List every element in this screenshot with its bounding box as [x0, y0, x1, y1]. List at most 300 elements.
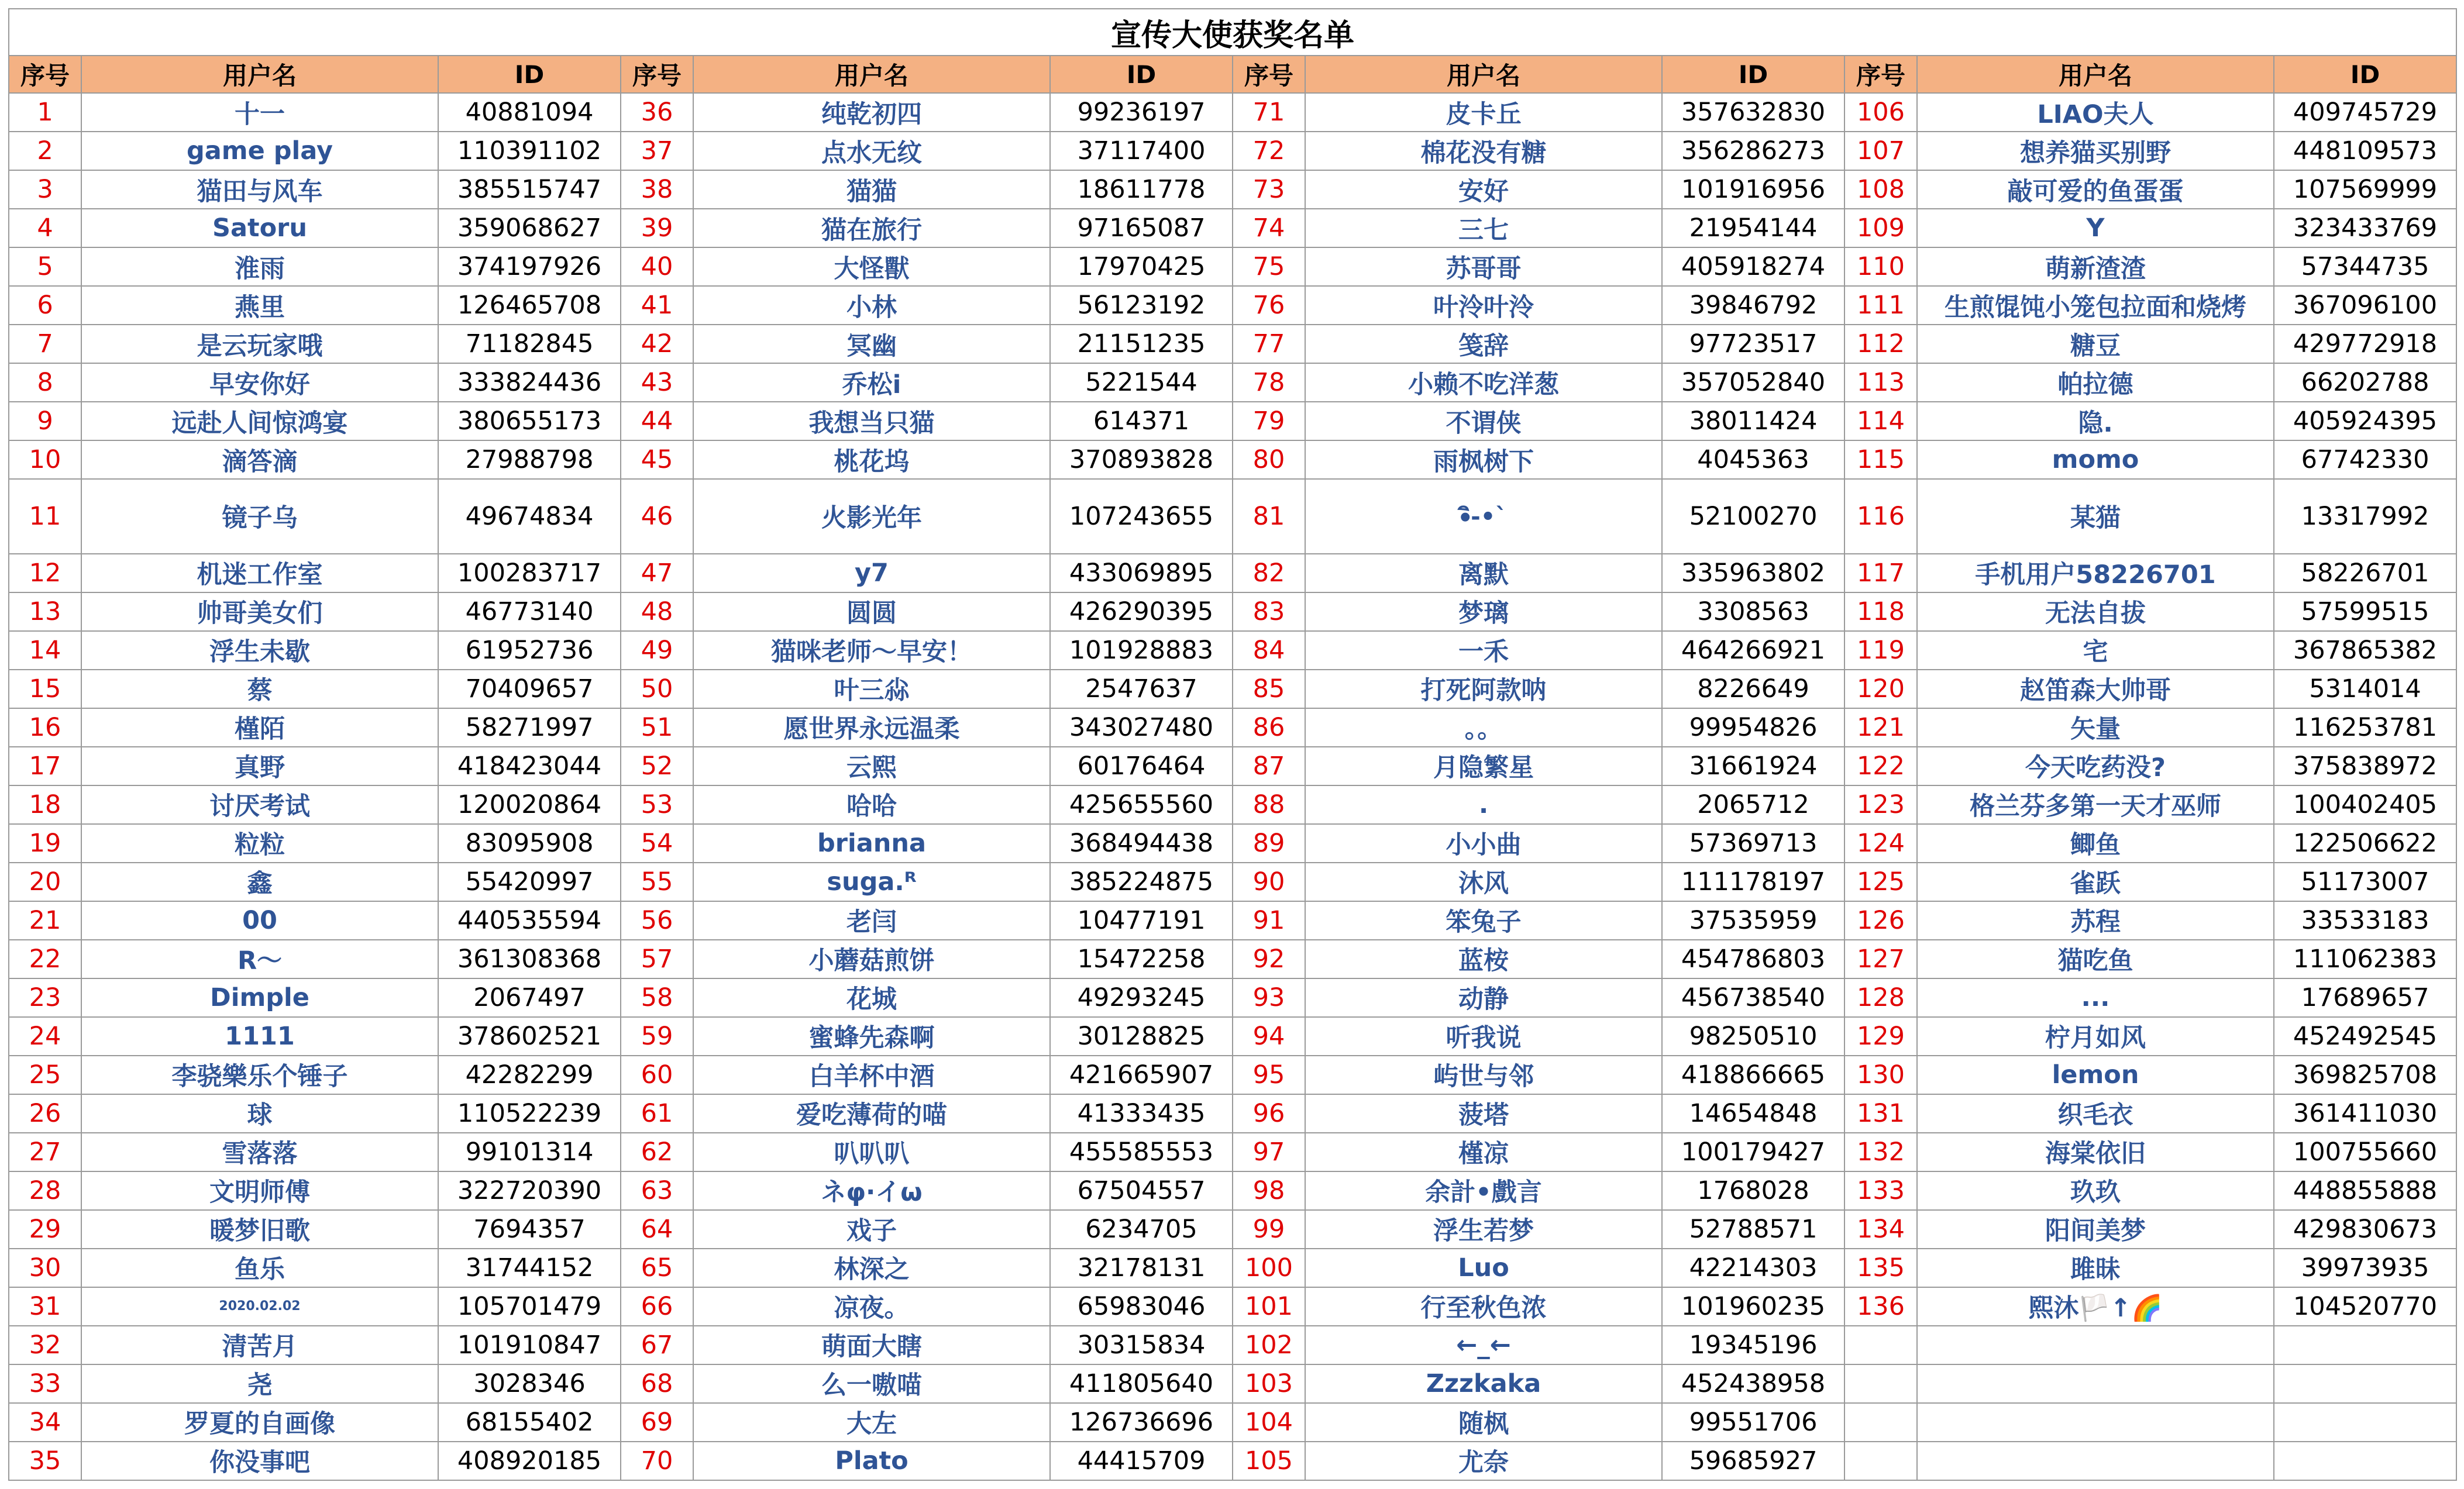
cell-seq: 104 — [1233, 1403, 1305, 1442]
cell-id: 6234705 — [1050, 1210, 1233, 1249]
table-row — [9, 901, 2456, 940]
cell-id: 39973935 — [2274, 1249, 2456, 1287]
cell-username: 矢量 — [1917, 708, 2274, 747]
cell-username: 粒粒 — [81, 824, 438, 863]
cell-username: 萌面大瞎 — [693, 1326, 1050, 1364]
cell-id: 375838972 — [2274, 747, 2456, 785]
table-row — [9, 170, 2456, 209]
cell-id: 99236197 — [1050, 93, 1233, 132]
cell-username: 槿陌 — [81, 708, 438, 747]
table-row — [9, 209, 2456, 247]
cell-username: 柠月如风 — [1917, 1017, 2274, 1056]
table-row — [9, 247, 2456, 286]
winners-table — [8, 8, 2457, 1481]
cell-id: 99551706 — [1662, 1403, 1844, 1442]
cell-seq: 1 — [9, 93, 81, 132]
cell-id: 101910847 — [438, 1326, 621, 1364]
cell-id: 32178131 — [1050, 1249, 1233, 1287]
cell-seq: 3 — [9, 170, 81, 209]
cell-username: 某猫 — [1917, 479, 2274, 554]
cell-username: 想养猫买别野 — [1917, 132, 2274, 170]
cell-id: 13317992 — [2274, 479, 2456, 554]
cell-id: 356286273 — [1662, 132, 1844, 170]
cell-username: 真野 — [81, 747, 438, 785]
header-seq: 序号 — [1844, 56, 1917, 93]
cell-username: 萌新渣渣 — [1917, 247, 2274, 286]
cell-username: Satoru — [81, 209, 438, 247]
cell-username: 大左 — [693, 1403, 1050, 1442]
cell-seq: 18 — [9, 785, 81, 824]
cell-username: 听我说 — [1305, 1017, 1662, 1056]
cell-seq: 67 — [621, 1326, 693, 1364]
cell-id: 46773140 — [438, 592, 621, 631]
cell-username: 雎昧 — [1917, 1249, 2274, 1287]
cell-id: 8226649 — [1662, 670, 1844, 708]
cell-username: 小赖不吃洋葱 — [1305, 363, 1662, 402]
cell-id: 42214303 — [1662, 1249, 1844, 1287]
table-row — [9, 824, 2456, 863]
cell-id: 97723517 — [1662, 325, 1844, 363]
cell-seq: 120 — [1844, 670, 1917, 708]
cell-seq: 5 — [9, 247, 81, 286]
cell-seq: 136 — [1844, 1287, 1917, 1326]
cell-id: 374197926 — [438, 247, 621, 286]
cell-seq: 32 — [9, 1326, 81, 1364]
cell-id: 110391102 — [438, 132, 621, 170]
table-row — [9, 1210, 2456, 1249]
cell-username: 哈哈 — [693, 785, 1050, 824]
cell-seq: 12 — [9, 554, 81, 592]
table-row — [9, 440, 2456, 479]
cell-seq: 14 — [9, 631, 81, 670]
cell-seq: 81 — [1233, 479, 1305, 554]
cell-username: 云熙 — [693, 747, 1050, 785]
cell-username: 槿凉 — [1305, 1133, 1662, 1171]
cell-username: 猫在旅行 — [693, 209, 1050, 247]
cell-username: 2020.02.02 — [81, 1287, 438, 1326]
cell-id: 33533183 — [2274, 901, 2456, 940]
cell-username: 暖梦旧歌 — [81, 1210, 438, 1249]
empty-cell — [1917, 1442, 2274, 1480]
cell-username: 鲫鱼 — [1917, 824, 2274, 863]
cell-id: 452492545 — [2274, 1017, 2456, 1056]
table-row — [9, 1171, 2456, 1210]
table-row — [9, 554, 2456, 592]
cell-username: 镜子乌 — [81, 479, 438, 554]
cell-username: suga.ᴿ — [693, 863, 1050, 901]
cell-seq: 78 — [1233, 363, 1305, 402]
cell-id: 367865382 — [2274, 631, 2456, 670]
cell-seq: 9 — [9, 402, 81, 440]
cell-seq: 128 — [1844, 978, 1917, 1017]
cell-seq: 29 — [9, 1210, 81, 1249]
cell-id: 454786803 — [1662, 940, 1844, 978]
cell-username: 。。 — [1305, 708, 1662, 747]
cell-seq: 84 — [1233, 631, 1305, 670]
cell-username: 梦璃 — [1305, 592, 1662, 631]
cell-username: 帕拉德 — [1917, 363, 2274, 402]
cell-seq: 106 — [1844, 93, 1917, 132]
cell-seq: 76 — [1233, 286, 1305, 325]
cell-username: momo — [1917, 440, 2274, 479]
cell-seq: 48 — [621, 592, 693, 631]
cell-username: 清苦月 — [81, 1326, 438, 1364]
cell-seq: 23 — [9, 978, 81, 1017]
cell-username: game play — [81, 132, 438, 170]
cell-id: 111062383 — [2274, 940, 2456, 978]
cell-username: 苏哥哥 — [1305, 247, 1662, 286]
cell-id: 448855888 — [2274, 1171, 2456, 1210]
table-row — [9, 402, 2456, 440]
cell-username: . — [1305, 785, 1662, 824]
cell-username: 鑫 — [81, 863, 438, 901]
cell-id: 452438958 — [1662, 1364, 1844, 1403]
cell-id: 30128825 — [1050, 1017, 1233, 1056]
cell-seq: 83 — [1233, 592, 1305, 631]
cell-seq: 4 — [9, 209, 81, 247]
cell-seq: 16 — [9, 708, 81, 747]
cell-username: 不谓侠 — [1305, 402, 1662, 440]
cell-id: 126465708 — [438, 286, 621, 325]
cell-seq: 117 — [1844, 554, 1917, 592]
cell-username: 小小曲 — [1305, 824, 1662, 863]
cell-id: 409745729 — [2274, 93, 2456, 132]
cell-id: 57599515 — [2274, 592, 2456, 631]
empty-cell — [2274, 1403, 2456, 1442]
cell-username: 沐风 — [1305, 863, 1662, 901]
cell-seq: 93 — [1233, 978, 1305, 1017]
cell-seq: 2 — [9, 132, 81, 170]
cell-seq: 39 — [621, 209, 693, 247]
cell-seq: 108 — [1844, 170, 1917, 209]
cell-seq: 52 — [621, 747, 693, 785]
empty-cell — [2274, 1326, 2456, 1364]
cell-username: 圆圆 — [693, 592, 1050, 631]
cell-seq: 6 — [9, 286, 81, 325]
cell-seq: 40 — [621, 247, 693, 286]
cell-id: 67504557 — [1050, 1171, 1233, 1210]
cell-seq: 58 — [621, 978, 693, 1017]
cell-id: 68155402 — [438, 1403, 621, 1442]
cell-id: 448109573 — [2274, 132, 2456, 170]
cell-username: 十一 — [81, 93, 438, 132]
cell-id: 99954826 — [1662, 708, 1844, 747]
cell-id: 18611778 — [1050, 170, 1233, 209]
cell-id: 100283717 — [438, 554, 621, 592]
cell-username: ネφ·イω — [693, 1171, 1050, 1210]
cell-username: 纯乾初四 — [693, 93, 1050, 132]
cell-username: 帅哥美女们 — [81, 592, 438, 631]
cell-username: 火影光年 — [693, 479, 1050, 554]
cell-id: 51173007 — [2274, 863, 2456, 901]
empty-cell — [1844, 1403, 1917, 1442]
cell-id: 2067497 — [438, 978, 621, 1017]
cell-seq: 19 — [9, 824, 81, 863]
cell-seq: 135 — [1844, 1249, 1917, 1287]
cell-seq: 99 — [1233, 1210, 1305, 1249]
cell-username: 蜜蜂先森啊 — [693, 1017, 1050, 1056]
cell-seq: 103 — [1233, 1364, 1305, 1403]
cell-username: 林深之 — [693, 1249, 1050, 1287]
cell-username: 赵笛森大帅哥 — [1917, 670, 2274, 708]
cell-seq: 37 — [621, 132, 693, 170]
cell-id: 37535959 — [1662, 901, 1844, 940]
cell-seq: 20 — [9, 863, 81, 901]
cell-id: 425655560 — [1050, 785, 1233, 824]
cell-username: 雀跃 — [1917, 863, 2274, 901]
cell-seq: 101 — [1233, 1287, 1305, 1326]
cell-seq: 77 — [1233, 325, 1305, 363]
cell-username: 无法自拔 — [1917, 592, 2274, 631]
cell-seq: 121 — [1844, 708, 1917, 747]
cell-seq: 87 — [1233, 747, 1305, 785]
cell-seq: 10 — [9, 440, 81, 479]
cell-seq: 24 — [9, 1017, 81, 1056]
cell-id: 71182845 — [438, 325, 621, 363]
cell-id: 70409657 — [438, 670, 621, 708]
cell-username: 我想当只猫 — [693, 402, 1050, 440]
cell-username: 猫猫 — [693, 170, 1050, 209]
cell-id: 3308563 — [1662, 592, 1844, 631]
cell-username: 戏子 — [693, 1210, 1050, 1249]
cell-seq: 86 — [1233, 708, 1305, 747]
cell-seq: 64 — [621, 1210, 693, 1249]
cell-username: 安好 — [1305, 170, 1662, 209]
cell-seq: 56 — [621, 901, 693, 940]
cell-id: 385224875 — [1050, 863, 1233, 901]
header-username: 用户名 — [693, 56, 1050, 93]
cell-username: 苏程 — [1917, 901, 2274, 940]
cell-username: 么一嗷喵 — [693, 1364, 1050, 1403]
cell-seq: 45 — [621, 440, 693, 479]
cell-username: 一禾 — [1305, 631, 1662, 670]
cell-seq: 95 — [1233, 1056, 1305, 1094]
cell-seq: 88 — [1233, 785, 1305, 824]
cell-id: 55420997 — [438, 863, 621, 901]
cell-username: 猫田与风车 — [81, 170, 438, 209]
cell-seq: 71 — [1233, 93, 1305, 132]
cell-id: 357052840 — [1662, 363, 1844, 402]
cell-username: Luo — [1305, 1249, 1662, 1287]
cell-username: brianna — [693, 824, 1050, 863]
table-row — [9, 592, 2456, 631]
cell-seq: 17 — [9, 747, 81, 785]
cell-id: 370893828 — [1050, 440, 1233, 479]
cell-id: 15472258 — [1050, 940, 1233, 978]
cell-username: 燕里 — [81, 286, 438, 325]
cell-seq: 15 — [9, 670, 81, 708]
cell-id: 10477191 — [1050, 901, 1233, 940]
cell-id: 65983046 — [1050, 1287, 1233, 1326]
empty-cell — [2274, 1364, 2456, 1403]
cell-seq: 129 — [1844, 1017, 1917, 1056]
cell-username: ←_← — [1305, 1326, 1662, 1364]
cell-username: Zzzkaka — [1305, 1364, 1662, 1403]
header-id: ID — [1662, 56, 1844, 93]
cell-username: lemon — [1917, 1056, 2274, 1094]
cell-id: 614371 — [1050, 402, 1233, 440]
cell-id: 421665907 — [1050, 1056, 1233, 1094]
cell-username: 文明师傅 — [81, 1171, 438, 1210]
cell-id: 323433769 — [2274, 209, 2456, 247]
cell-username: 猫咪老师～早安！ — [693, 631, 1050, 670]
cell-id: 429830673 — [2274, 1210, 2456, 1249]
cell-username: 冥幽 — [693, 325, 1050, 363]
cell-id: 343027480 — [1050, 708, 1233, 747]
cell-id: 66202788 — [2274, 363, 2456, 402]
cell-username: 愿世界永远温柔 — [693, 708, 1050, 747]
header-seq: 序号 — [1233, 56, 1305, 93]
cell-seq: 131 — [1844, 1094, 1917, 1133]
cell-username: 笺辞 — [1305, 325, 1662, 363]
cell-id: 380655173 — [438, 402, 621, 440]
cell-username: 尤奈 — [1305, 1442, 1662, 1480]
cell-id: 433069895 — [1050, 554, 1233, 592]
cell-seq: 30 — [9, 1249, 81, 1287]
cell-username: •ิ-•` — [1305, 479, 1662, 554]
cell-seq: 92 — [1233, 940, 1305, 978]
cell-seq: 34 — [9, 1403, 81, 1442]
column-header-row — [9, 56, 2456, 93]
cell-username: 花城 — [693, 978, 1050, 1017]
cell-id: 408920185 — [438, 1442, 621, 1480]
empty-cell — [1917, 1364, 2274, 1403]
cell-username: 蔡 — [81, 670, 438, 708]
cell-id: 122506622 — [2274, 824, 2456, 863]
cell-username: 白羊杯中酒 — [693, 1056, 1050, 1094]
cell-username: 桃花坞 — [693, 440, 1050, 479]
cell-id: 58226701 — [2274, 554, 2456, 592]
cell-username: 阳间美梦 — [1917, 1210, 2274, 1249]
cell-id: 100755660 — [2274, 1133, 2456, 1171]
cell-username: Y — [1917, 209, 2274, 247]
table-row — [9, 1094, 2456, 1133]
cell-username: 你没事吧 — [81, 1442, 438, 1480]
cell-seq: 54 — [621, 824, 693, 863]
cell-username: 叭叭叭 — [693, 1133, 1050, 1171]
cell-id: 60176464 — [1050, 747, 1233, 785]
cell-seq: 7 — [9, 325, 81, 363]
cell-id: 333824436 — [438, 363, 621, 402]
cell-username: 离默 — [1305, 554, 1662, 592]
cell-seq: 80 — [1233, 440, 1305, 479]
cell-seq: 50 — [621, 670, 693, 708]
cell-username: 爱吃薄荷的喵 — [693, 1094, 1050, 1133]
cell-seq: 119 — [1844, 631, 1917, 670]
header-id: ID — [1050, 56, 1233, 93]
table-row — [9, 1017, 2456, 1056]
cell-id: 335963802 — [1662, 554, 1844, 592]
cell-seq: 122 — [1844, 747, 1917, 785]
table-row — [9, 1056, 2456, 1094]
cell-seq: 27 — [9, 1133, 81, 1171]
cell-seq: 105 — [1233, 1442, 1305, 1480]
cell-id: 357632830 — [1662, 93, 1844, 132]
cell-id: 111178197 — [1662, 863, 1844, 901]
cell-id: 61952736 — [438, 631, 621, 670]
cell-seq: 72 — [1233, 132, 1305, 170]
cell-username: 鱼乐 — [81, 1249, 438, 1287]
cell-id: 57344735 — [2274, 247, 2456, 286]
cell-username: 是云玩家哦 — [81, 325, 438, 363]
cell-seq: 118 — [1844, 592, 1917, 631]
cell-username: 浮生若梦 — [1305, 1210, 1662, 1249]
cell-id: 83095908 — [438, 824, 621, 863]
header-username: 用户名 — [1305, 56, 1662, 93]
cell-id: 59685927 — [1662, 1442, 1844, 1480]
cell-id: 455585553 — [1050, 1133, 1233, 1171]
cell-seq: 60 — [621, 1056, 693, 1094]
cell-id: 30315834 — [1050, 1326, 1233, 1364]
cell-username: 屿世与邻 — [1305, 1056, 1662, 1094]
cell-id: 21954144 — [1662, 209, 1844, 247]
cell-username: 三七 — [1305, 209, 1662, 247]
cell-seq: 25 — [9, 1056, 81, 1094]
cell-id: 107569999 — [2274, 170, 2456, 209]
cell-seq: 130 — [1844, 1056, 1917, 1094]
cell-username: 皮卡丘 — [1305, 93, 1662, 132]
cell-seq: 13 — [9, 592, 81, 631]
cell-username: 敲可爱的鱼蛋蛋 — [1917, 170, 2274, 209]
cell-id: 67742330 — [2274, 440, 2456, 479]
cell-seq: 110 — [1844, 247, 1917, 286]
cell-seq: 82 — [1233, 554, 1305, 592]
empty-cell — [1917, 1326, 2274, 1364]
cell-username: y7 — [693, 554, 1050, 592]
page-title: 宣传大使获奖名单 — [9, 9, 2456, 56]
table-row — [9, 1442, 2456, 1480]
cell-id: 405918274 — [1662, 247, 1844, 286]
cell-username: 点水无纹 — [693, 132, 1050, 170]
cell-seq: 68 — [621, 1364, 693, 1403]
cell-id: 57369713 — [1662, 824, 1844, 863]
cell-username: 尧 — [81, 1364, 438, 1403]
cell-seq: 96 — [1233, 1094, 1305, 1133]
cell-id: 367096100 — [2274, 286, 2456, 325]
cell-id: 7694357 — [438, 1210, 621, 1249]
cell-seq: 111 — [1844, 286, 1917, 325]
cell-username: 讨厌考试 — [81, 785, 438, 824]
cell-seq: 100 — [1233, 1249, 1305, 1287]
cell-id: 49674834 — [438, 479, 621, 554]
cell-seq: 55 — [621, 863, 693, 901]
cell-username: 菠塔 — [1305, 1094, 1662, 1133]
cell-username: 月隐繁星 — [1305, 747, 1662, 785]
cell-seq: 44 — [621, 402, 693, 440]
cell-id: 2547637 — [1050, 670, 1233, 708]
header-seq: 序号 — [621, 56, 693, 93]
cell-id: 361411030 — [2274, 1094, 2456, 1133]
cell-username: 手机用户58226701 — [1917, 554, 2274, 592]
table-row — [9, 363, 2456, 402]
cell-id: 99101314 — [438, 1133, 621, 1171]
cell-id: 456738540 — [1662, 978, 1844, 1017]
cell-username: 大怪獸 — [693, 247, 1050, 286]
cell-username: 动静 — [1305, 978, 1662, 1017]
cell-id: 39846792 — [1662, 286, 1844, 325]
cell-seq: 69 — [621, 1403, 693, 1442]
cell-id: 49293245 — [1050, 978, 1233, 1017]
cell-id: 5221544 — [1050, 363, 1233, 402]
cell-id: 110522239 — [438, 1094, 621, 1133]
cell-seq: 85 — [1233, 670, 1305, 708]
cell-username: 宅 — [1917, 631, 2274, 670]
cell-seq: 70 — [621, 1442, 693, 1480]
header-seq: 序号 — [9, 56, 81, 93]
cell-seq: 79 — [1233, 402, 1305, 440]
cell-seq: 115 — [1844, 440, 1917, 479]
cell-username: 织毛衣 — [1917, 1094, 2274, 1133]
